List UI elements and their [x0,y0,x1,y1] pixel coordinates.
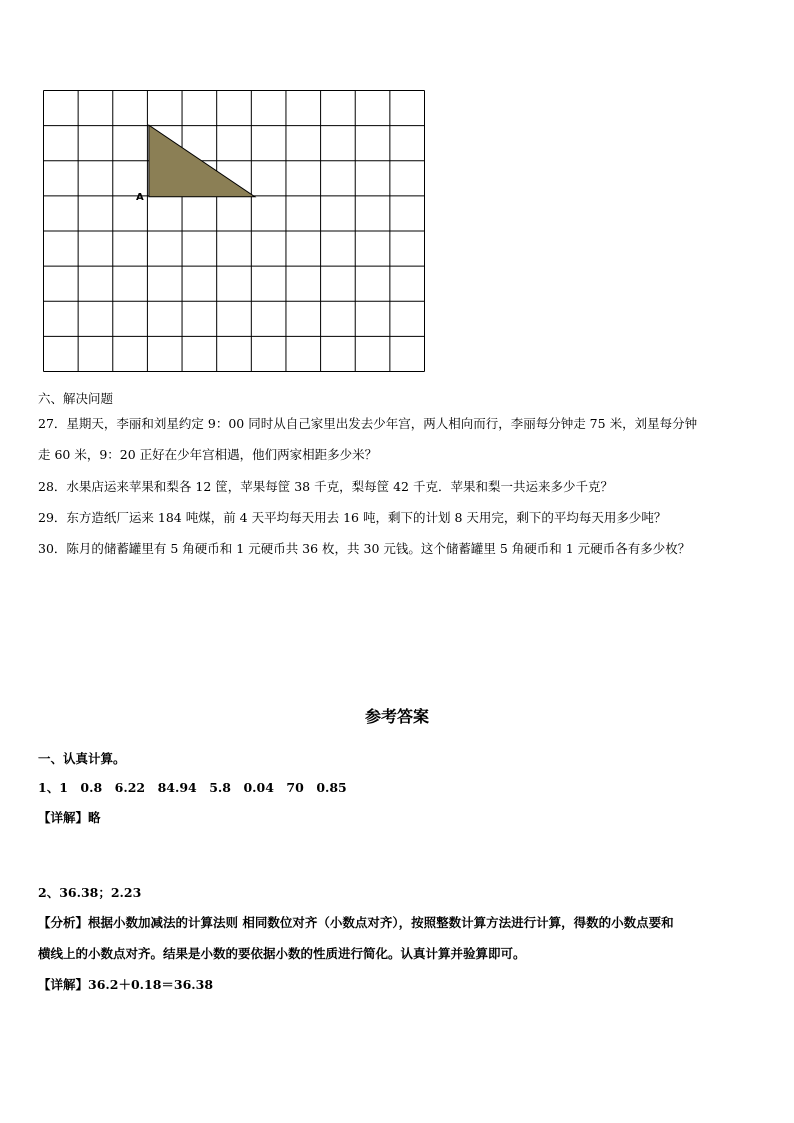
section-6-heading: 六、解决问题 [38,391,114,406]
question-27-line-1: 27．星期天，李丽和刘星约定 9：00 同时从自己家里出发去少年宫，两人相向而行，李丽每分钟走 75 米，刘星每分钟 [38,416,698,431]
question-27-line-2: 走 60 米，9：20 正好在少年宫相遇，他们两家相距多少米？ [38,447,378,462]
answer-1: 1、1 0.8 6.22 84.94 5.8 0.04 70 0.85 [38,780,347,795]
answers-section-1-heading: 一、认真计算。 [38,751,126,766]
answer-2-analysis-line-2: 横线上的小数点对齐。结果是小数的要依据小数的性质进行简化。认真计算并验算即可。 [38,946,526,961]
question-29: 29．东方造纸厂运来 184 吨煤，前 4 天平均每天用去 16 吨，剩下的计划 8 天用完，剩下的平均每天用多少吨？ [38,510,667,525]
question-28: 28．水果店运来苹果和梨各 12 筐，苹果每筐 38 千克，梨每筐 42 千克．苹果和梨一共运来多少千克？ [38,479,613,494]
answer-2: 2、36.38；2.23 [38,885,142,900]
point-a-label: A [136,192,144,203]
answer-1-detail: 【详解】略 [38,810,101,825]
answer-2-analysis-line-1: 【分析】根据小数加减法的计算法则 相同数位对齐（小数点对齐），按照整数计算方法进行计算，得数的小数点要和 [38,915,674,930]
grid-svg [43,90,425,372]
question-30: 30．陈月的储蓄罐里有 5 角硬币和 1 元硬币共 36 枚，共 30 元钱。这个储蓄罐里 5 角硬币和 1 元硬币各有多少枚？ [38,541,691,556]
answer-key-title: 参考答案 [364,707,429,726]
square-grid-figure [43,90,425,372]
grid-lines [44,91,425,372]
answer-2-detail: 【详解】36.2＋0.18＝36.38 [38,977,214,992]
